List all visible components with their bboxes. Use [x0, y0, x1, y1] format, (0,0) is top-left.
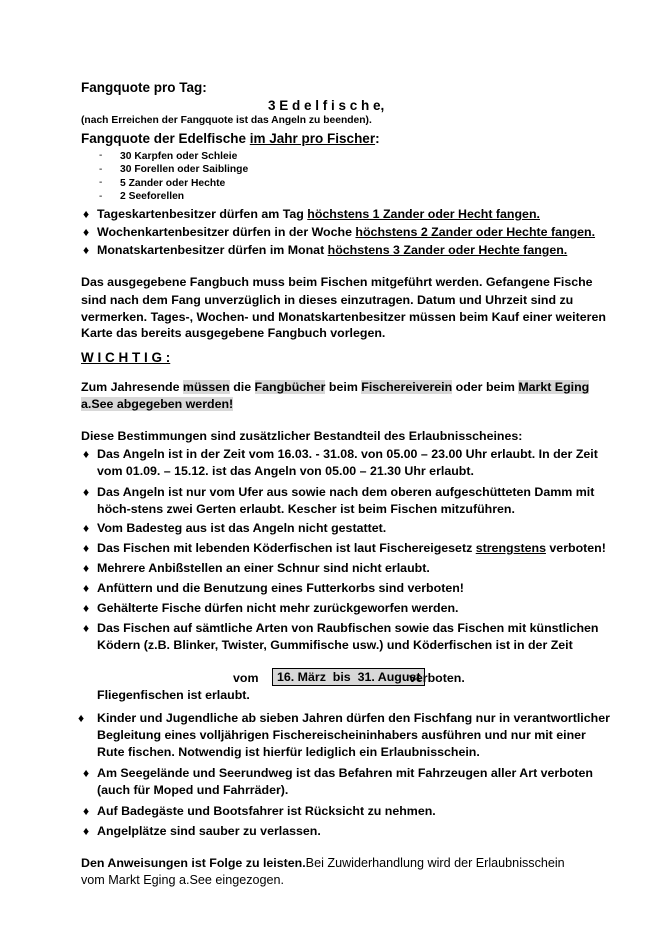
yearly-item: 2 Seeforellen — [120, 191, 185, 202]
period-date-box: 16. März bis 31. August — [272, 668, 425, 686]
diamond-bullet-icon: ♦ — [83, 601, 90, 615]
closing-line: vom Markt Eging a.See eingezogen. — [81, 873, 285, 887]
card-limit-line: Wochenkartenbesitzer dürfen in der Woche höchstens 2 Zander oder Hechte fangen. — [97, 225, 596, 239]
diamond-bullet-icon: ♦ — [83, 621, 90, 635]
rule-line: Vom Badesteg aus ist das Angeln nicht gestattet. — [97, 521, 387, 535]
diamond-bullet-icon: ♦ — [83, 225, 90, 239]
card-limit-line: Tageskartenbesitzer dürfen am Tag höchstens 1 Zander oder Hecht fangen. — [97, 207, 540, 221]
rule-line: Kinder und Jugendliche ab sieben Jahren dürfen den Fischfang nur in verantwortlicher — [97, 711, 610, 725]
closing-line: Den Anweisungen ist Folge zu leisten.Bei Zuwiderhandlung wird der Erlaubnisschein — [81, 856, 565, 870]
dash-marker: - — [99, 150, 103, 161]
diamond-bullet-icon: ♦ — [83, 207, 90, 221]
diamond-bullet-icon: ♦ — [83, 766, 90, 780]
rule-line: Anfüttern und die Benutzung eines Futterkorbs sind verboten! — [97, 581, 464, 595]
rule-line: höch-stens zwei Gerten erlaubt. Kescher ist beim Fischen mitzuführen. — [97, 502, 515, 516]
fangbuch-line: Karte das bereits ausgegebene Fangbuch vorlegen. — [81, 326, 386, 340]
diamond-bullet-icon: ♦ — [83, 804, 90, 818]
diamond-bullet-icon: ♦ — [83, 541, 90, 555]
wichtig-line: Zum Jahresende müssen die Fangbücher beim Fischereiverein oder beim Markt Eging — [81, 380, 590, 394]
rule-line: Am Seegelände und Seerundweg ist das Befahren mit Fahrzeugen aller Art verboten — [97, 766, 593, 780]
wichtig-line: a.See abgegeben werden! — [81, 397, 234, 411]
period-verboten: verboten. — [409, 671, 465, 685]
rule-line: vom 01.09. – 15.12. ist das Angeln von 05.00 – 21.30 Uhr erlaubt. — [97, 464, 474, 478]
diamond-bullet-icon: ♦ — [78, 711, 85, 725]
dash-marker: - — [99, 164, 103, 175]
wichtig-heading: W I C H T I G : — [81, 350, 171, 365]
diamond-bullet-icon: ♦ — [83, 581, 90, 595]
rule-line: Mehrere Anbißstellen an einer Schnur sind nicht erlaubt. — [97, 561, 430, 575]
rule-line: Angelplätze sind sauber zu verlassen. — [97, 824, 321, 838]
fangbuch-line: Das ausgegebene Fangbuch muss beim Fischen mitgeführt werden. Gefangene Fische — [81, 275, 593, 289]
diamond-bullet-icon: ♦ — [83, 485, 90, 499]
diamond-bullet-icon: ♦ — [83, 561, 90, 575]
rule-line: (auch für Moped und Fahrräder). — [97, 783, 289, 797]
daily-quota-value: 3 E d e l f i s c h e, — [268, 98, 385, 113]
rule-line: Begleitung eines volljährigen Fischereischeininhabers ausführen und nur mit einer — [97, 728, 586, 742]
yearly-item: 30 Forellen oder Saiblinge — [120, 164, 249, 175]
rules-intro: Diese Bestimmungen sind zusätzlicher Bestandteil des Erlaubnisscheines: — [81, 429, 523, 443]
fangbuch-line: vermerken. Tages-, Wochen- und Monatskartenbesitzer müssen beim Kauf einer weiteren — [81, 310, 606, 324]
rule-line: Das Angeln ist in der Zeit vom 16.03. - 31.08. von 05.00 – 23.00 Uhr erlaubt. In der Zeit — [97, 447, 598, 461]
card-limit-line: Monatskartenbesitzer dürfen im Monat höchstens 3 Zander oder Hechte fangen. — [97, 243, 568, 257]
rule-line: Ködern (z.B. Blinker, Twister, Gummifische usw.) und Köderfischen ist in der Zeit — [97, 638, 573, 652]
rule-line: Das Angeln ist nur vom Ufer aus sowie nach dem oberen aufgeschütteten Damm mit — [97, 485, 595, 499]
diamond-bullet-icon: ♦ — [83, 521, 90, 535]
rule-line: Das Fischen mit lebenden Köderfischen ist laut Fischereigesetz strengstens verboten! — [97, 541, 606, 555]
period-from-label: vom — [233, 671, 259, 685]
fangbuch-line: sind nach dem Fang unverzüglich in dieses einzutragen. Datum und Uhrzeit sind zu — [81, 293, 574, 307]
diamond-bullet-icon: ♦ — [83, 447, 90, 461]
dash-marker: - — [99, 177, 103, 188]
yearly-item: 5 Zander oder Hechte — [120, 178, 226, 189]
rule-line: Gehälterte Fische dürfen nicht mehr zurückgeworfen werden. — [97, 601, 459, 615]
rule-line: Rute fischen. Notwendig ist hierfür lediglich ein Erlaubnisschein. — [97, 745, 480, 759]
diamond-bullet-icon: ♦ — [83, 824, 90, 838]
rule-line: Das Fischen auf sämtliche Arten von Raubfischen sowie das Fischen mit künstlichen — [97, 621, 599, 635]
diamond-bullet-icon: ♦ — [83, 243, 90, 257]
yearly-quota-title: Fangquote der Edelfische im Jahr pro Fischer: — [81, 131, 380, 146]
daily-quota-note: (nach Erreichen der Fangquote ist das Angeln zu beenden). — [81, 115, 372, 126]
rule-line: Auf Badegäste und Bootsfahrer ist Rücksicht zu nehmen. — [97, 804, 436, 818]
daily-quota-title: Fangquote pro Tag: — [81, 80, 207, 95]
yearly-item: 30 Karpfen oder Schleie — [120, 151, 238, 162]
fly-fishing-note: Fliegenfischen ist erlaubt. — [97, 688, 250, 702]
dash-marker: - — [99, 191, 103, 202]
